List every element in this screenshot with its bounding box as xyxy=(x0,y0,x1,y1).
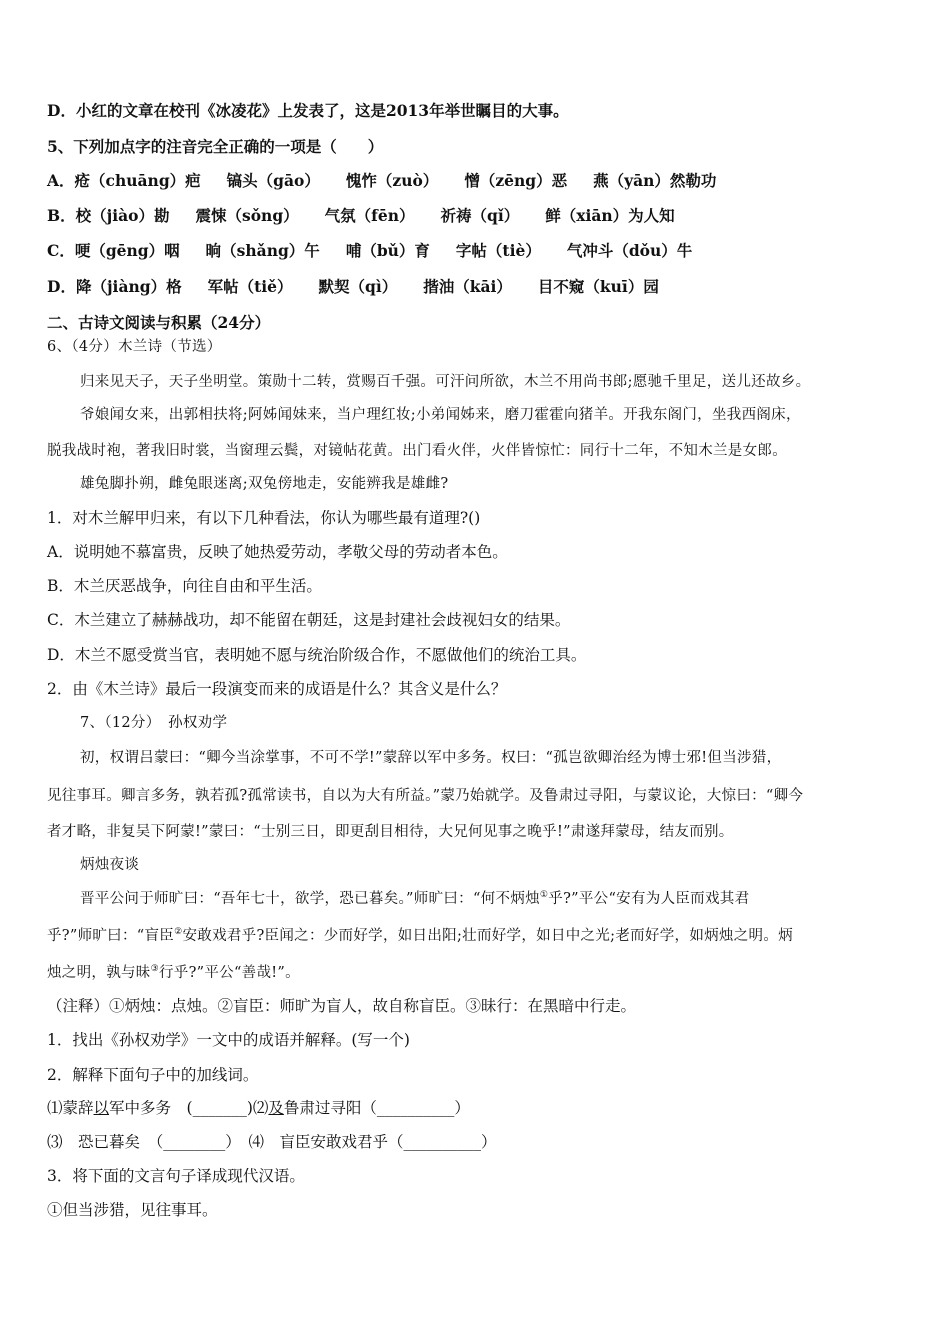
section-2-heading: 二、古诗文阅读与积累（24分） xyxy=(47,313,271,332)
q6-sub1-option-a: A．说明她不慕富贵，反映了她热爱劳动，孝敬父母的劳动者本色。 xyxy=(47,543,508,561)
q7-sub3: 3．将下面的文言句子译成现代汉语。 xyxy=(47,1167,305,1185)
q7-second-line-3: 烛之明，孰与昧③行乎?”平公“善哉!”。 xyxy=(47,964,300,981)
q5-option-d: D．降（jiàng）格 军帖（tiě） 默契（qì） 揩油（kāi） 目不窥（kuī）园 xyxy=(47,277,659,296)
q6-sub1-option-d: D．木兰不愿受赏当官，表明她不愿与统治阶级合作，不愿做他们的统治工具。 xyxy=(47,646,587,664)
q7-sub2: 2．解释下面句子中的加线词。 xyxy=(47,1066,259,1084)
q6-poem-line-2: 爷娘闻女来，出郭相扶将;阿姊闻妹来，当户理红妆;小弟闻姊来，磨刀霍霍向猪羊。开我东阁门，坐我西阁床， xyxy=(80,407,801,423)
q6-sub1-option-b: B．木兰厌恶战争，向往自由和平生活。 xyxy=(47,577,322,595)
q7-passage-line-1: 初，权谓吕蒙曰：“卿今当涂掌事，不可不学!”蒙辞以军中多务。权曰：“孤岂欲卿治经为博士邪!但当涉猎， xyxy=(80,750,782,766)
q7-second-line-2: 乎?”师旷曰：“盲臣②安敢戏君乎?臣闻之：少而好学，如日出阳;壮而好学，如日中之光;老而好学，如炳烛之明。炳 xyxy=(47,927,793,944)
q6-sub1-stem: 1．对木兰解甲归来，有以下几种看法，你认为哪些最有道理?() xyxy=(47,509,481,527)
q7-second-line-1: 晋平公问于师旷曰：“吾年七十，欲学，恐已暮矣。”师旷曰：“何不炳烛①乎?”平公“安有为人臣而戏其君 xyxy=(80,890,750,907)
q4-option-d: D．小红的文章在校刊《冰凌花》上发表了，这是2013年举世瞩目的大事。 xyxy=(47,101,569,120)
q6-title: 6、（4分）木兰诗（节选） xyxy=(47,339,222,355)
q6-sub2-stem: 2．由《木兰诗》最后一段演变而来的成语是什么？其含义是什么？ xyxy=(47,680,507,698)
q7-sub2-items-2: ⑶ 恐已暮矣 （________） ⑷ 盲臣安敢戏君乎（__________） xyxy=(47,1133,497,1151)
q7-sub3-item-1: ①但当涉猎，见往事耳。 xyxy=(47,1201,218,1219)
q7-title: 7、（12分） 孙权劝学 xyxy=(80,715,228,731)
q6-sub1-option-c: C．木兰建立了赫赫战功，却不能留在朝廷，这是封建社会歧视妇女的结果。 xyxy=(47,611,571,629)
q7-passage-line-2: 见往事耳。卿言多务，孰若孤?孤常读书，自以为大有所益。”蒙乃始就学。及鲁肃过寻阳，与蒙议论，大惊曰：“卿今 xyxy=(47,788,804,804)
q5-option-c: C．哽（gēng）咽 晌（shǎng）午 哺（bǔ）育 字帖（tiè） 气冲斗（dǒu）牛 xyxy=(47,241,693,260)
q5-option-b: B．校（jiào）勘 震悚（sǒng） 气氛（fēn） 祈祷（qǐ） 鲜（xiān）为人知 xyxy=(47,206,675,225)
q5-option-a: A．疮（chuāng）疤 镐头（gāo） 愧怍（zuò） 憎（zēng）恶 燕（yān）然勒功 xyxy=(47,171,717,190)
q7-sub1: 1．找出《孙权劝学》一文中的成语并解释。(写一个) xyxy=(47,1031,410,1049)
q6-poem-line-4: 雄兔脚扑朔，雌兔眼迷离;双兔傍地走，安能辨我是雄雌? xyxy=(80,476,449,492)
q7-passage-line-3: 者才略，非复吴下阿蒙!”蒙曰：“士别三日，即更刮目相待，大兄何见事之晚乎!”肃遂拜蒙母，结友而别。 xyxy=(47,824,734,840)
q6-poem-line-3: 脱我战时袍，著我旧时裳，当窗理云鬓，对镜帖花黄。出门看火伴，火伴皆惊忙：同行十二年，不知木兰是女郎。 xyxy=(47,443,787,459)
q7-second-title: 炳烛夜谈 xyxy=(80,857,140,873)
q7-notes: （注释）①炳烛：点烛。②盲臣：师旷为盲人，故自称盲臣。③昧行：在黑暗中行走。 xyxy=(47,997,637,1015)
q7-sub2-items-1: ⑴蒙辞以军中多务 (_______)⑵及鲁肃过寻阳（__________） xyxy=(47,1099,470,1117)
q5-stem: 5、下列加点字的注音完全正确的一项是（ ） xyxy=(47,137,384,156)
q6-poem-line-1: 归来见天子，天子坐明堂。策勋十二转，赏赐百千强。可汗问所欲，木兰不用尚书郎;愿驰千里足，送儿还故乡。 xyxy=(80,374,811,390)
